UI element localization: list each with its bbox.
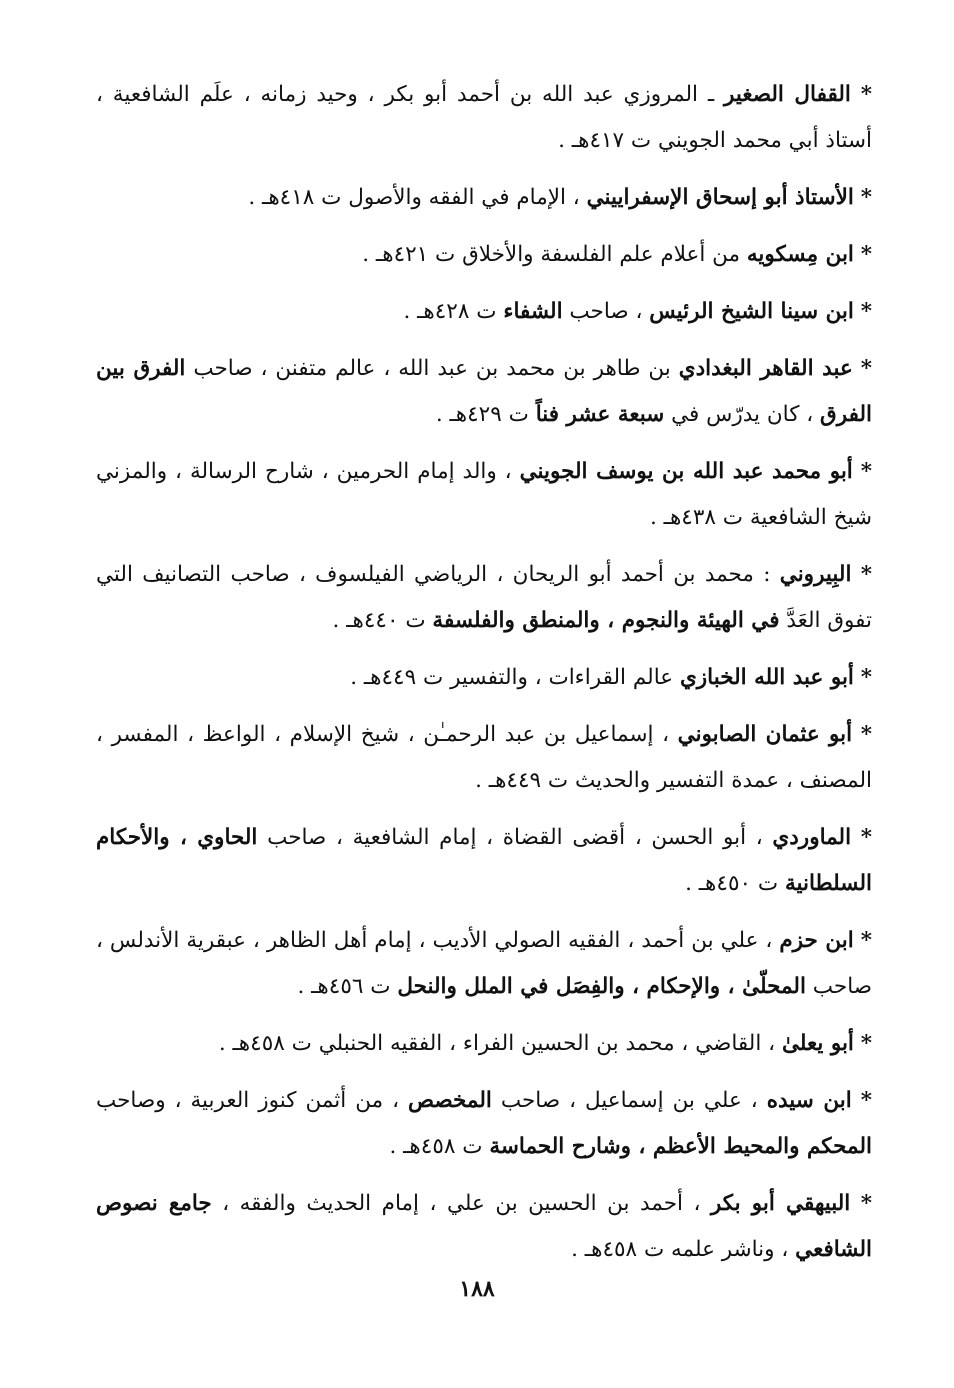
entry-text: بن طاهر بن محمد بن عبد الله ، عالم متفنن ، صاحب (185, 356, 679, 381)
entry-khabbazi (96, 655, 872, 701)
entry-text: ت ٤٢٩هـ . (435, 402, 536, 427)
entry-ibn-sina (96, 289, 872, 335)
bullet-star-icon: * (860, 1031, 872, 1056)
entry-text: من أعلام علم الفلسفة والأخلاق ت ٤٢١هـ . (362, 242, 747, 267)
entry-emphasis: في الهيئة والنجوم ، والمنطق والفلسفة (432, 608, 780, 633)
entry-book-title: المخصص (408, 1088, 492, 1113)
entry-text: ، الإمام في الفقه والأصول ت ٤١٨هـ . (248, 185, 587, 210)
entry-name: ابن حزم (779, 928, 854, 953)
entry-isfarayini (96, 175, 872, 221)
bullet-star-icon: * (860, 928, 872, 953)
entry-text: ، من أثمن كنوز العربية ، وصاحب (96, 1088, 409, 1113)
entry-name: الأستاذ أبو إسحاق الإسفراييني (586, 185, 854, 210)
entry-emphasis: جامع نصوص الشافعي (96, 1191, 872, 1262)
entry-qaffal (96, 72, 872, 164)
entry-name: أبو عثمان الصابوني (677, 722, 853, 747)
bullet-star-icon: * (860, 356, 872, 381)
entry-name: أبو يعلىٰ (781, 1031, 854, 1056)
bullet-star-icon: * (860, 825, 873, 850)
bullet-star-icon: * (860, 1088, 872, 1113)
entry-name: عبد القاهر البغدادي (678, 356, 853, 381)
bullet-star-icon: * (860, 82, 872, 107)
entry-book-title: الحاوي ، والأحكام السلطانية (96, 825, 872, 896)
bullet-star-icon: * (860, 722, 872, 747)
entry-name: القفال الصغير (724, 82, 851, 107)
entry-name: الماوردي (772, 825, 852, 850)
entry-name: البيهقي أبو بكر (710, 1191, 851, 1216)
entry-mawardi (96, 815, 872, 907)
entry-text: ـ المروزي عبد الله بن أحمد أبو بكر ، وحيد زمانه ، علَم الشافعية ، أستاذ أبي محمد الجويني ت ٤١٧هـ . (96, 82, 872, 153)
entry-emphasis: سبعة عشر فناً (535, 402, 665, 427)
entry-text: ت ٤٢٨هـ . (403, 299, 504, 324)
entry-bayhaqi (96, 1181, 872, 1273)
entry-text: ، إسماعيل بن عبد الرحمـٰن ، شيخ الإسلام ، الواعظ ، المفسر ، المصنف ، عمدة التفسير والحديث ت ٤٤٩هـ . (96, 722, 872, 793)
entry-text: ، علي بن إسماعيل ، صاحب (491, 1088, 767, 1113)
bullet-star-icon: * (860, 459, 873, 484)
entry-juwayni (96, 449, 872, 541)
entry-ibn-hazm (96, 918, 872, 1010)
entries-list (96, 72, 872, 1284)
entry-text: ت ٤٥٠هـ . (685, 871, 785, 896)
bullet-star-icon: * (860, 1191, 872, 1216)
entry-ibn-sidah (96, 1078, 872, 1170)
entry-text: ، أحمد بن الحسين بن علي ، إمام الحديث والفقه ، (211, 1191, 711, 1216)
bullet-star-icon: * (860, 665, 872, 690)
bullet-star-icon: * (860, 562, 872, 587)
entry-abu-yala (96, 1021, 872, 1067)
entry-text: ، كان يدرّس في (664, 402, 821, 427)
entry-name: ابن سينا الشيخ الرئيس (649, 299, 854, 324)
entry-text: ، القاضي ، محمد بن الحسين الفراء ، الفقيه الحنبلي ت ٤٥٨هـ . (218, 1031, 782, 1056)
entry-name: ابن سيده (766, 1088, 852, 1113)
entry-name: ابن مِسكويه (746, 242, 854, 267)
page-number: ١٨٨ (459, 1276, 495, 1302)
entry-text: ت ٤٥٨هـ . (389, 1134, 490, 1159)
entry-baghdadi (96, 346, 872, 438)
entry-text: ، أبو الحسن ، أقضى القضاة ، إمام الشافعية ، صاحب (257, 825, 773, 850)
bullet-star-icon: * (860, 185, 872, 210)
entry-text: ت ٤٤٠هـ . (332, 608, 433, 633)
entry-book-title: الفرق بين الفرق (96, 356, 872, 427)
entry-name: البِيروني (779, 562, 852, 587)
entry-text: ، علي بن أحمد ، الفقيه الصولي الأديب ، إمام أهل الظاهر ، عبقرية الأندلس ، صاحب (96, 928, 872, 999)
entry-text: : محمد بن أحمد أبو الريحان ، الرياضي الفيلسوف ، صاحب التصانيف التي تفوق العَدَّ (96, 562, 872, 633)
entry-text: ، وناشر علمه ت ٤٥٨هـ . (571, 1237, 796, 1262)
entry-book-title: المحكم والمحيط الأعظم ، وشارح الحماسة (489, 1134, 872, 1159)
entry-sabuni (96, 712, 872, 804)
entry-name: أبو عبد الله الخبازي (679, 665, 854, 690)
entry-text: ، والد إمام الحرمين ، شارح الرسالة ، والمزني شيخ الشافعية ت ٤٣٨هـ . (96, 459, 872, 530)
entry-book-title: الشفاء (503, 299, 563, 324)
entry-text: عالم القراءات ، والتفسير ت ٤٤٩هـ . (350, 665, 680, 690)
entry-name: أبو محمد عبد الله بن يوسف الجويني (519, 459, 853, 484)
bullet-star-icon: * (860, 242, 872, 267)
bullet-star-icon: * (860, 299, 872, 324)
entry-text: ت ٤٥٦هـ . (297, 974, 398, 999)
entry-biruni (96, 552, 872, 644)
entry-text: ، صاحب (562, 299, 650, 324)
entry-miskawayh (96, 232, 872, 278)
entry-book-title: المحلّىٰ ، والإحكام ، والفِصَل في الملل والنحل (397, 974, 806, 999)
